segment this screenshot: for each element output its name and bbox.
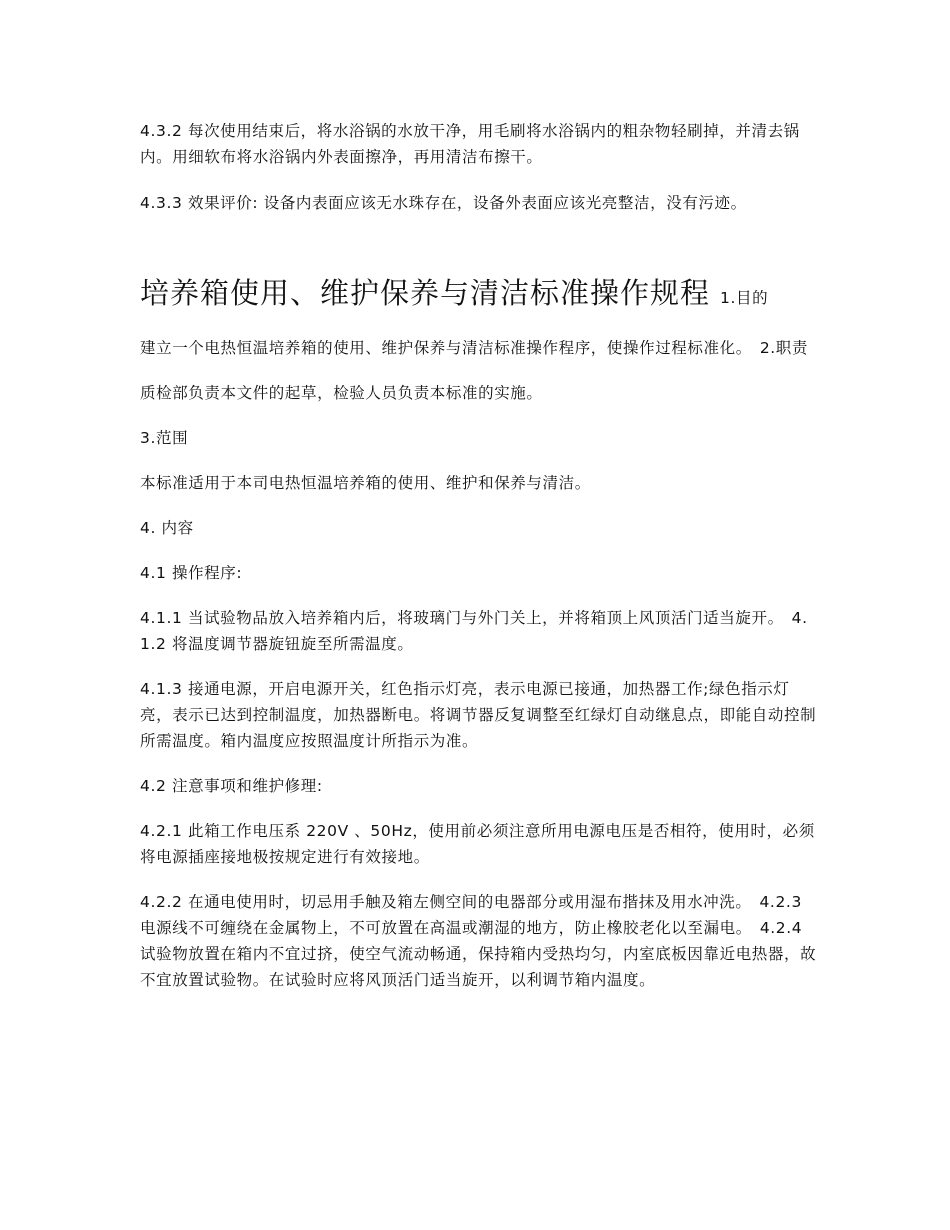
scope-text: 本标准适用于本司电热恒温培养箱的使用、维护和保养与清洁。 xyxy=(140,474,591,492)
content-title: 4. 内容 xyxy=(140,519,194,537)
purpose-paragraph xyxy=(140,335,820,361)
paragraph-4-2-2 xyxy=(140,889,820,993)
paragraph-4-1-1 xyxy=(140,605,820,657)
document-title: 培养箱使用、维护保养与清洁标准操作规程 xyxy=(140,276,711,310)
notes-title: 4.2 注意事项和维护修理: xyxy=(140,777,323,795)
note-4-2-2: 4.2.2 在通电使用时，切忌用手触及箱左侧空间的电器部分或用湿布揩抹及用水冲洗。 xyxy=(140,893,752,911)
purpose-title: 1.目的 xyxy=(720,289,769,307)
responsibility-title: 2.职责 xyxy=(759,339,809,357)
section-heading xyxy=(140,273,820,313)
purpose-text: 建立一个电热恒温培养箱的使用、维护保养与清洁标准操作程序，使操作过程标准化。 xyxy=(140,339,752,357)
note-4-2-4: 4.2.4 试验物放置在箱内不宜过挤，使空气流动畅通，保持箱内受热均匀，内室底板因靠近电热器，故不宜放置试验物。在试验时应将风顶活门适当旋开，以利调节箱内温度。 xyxy=(140,919,817,989)
step-4-1-2: 4.1.2 将温度调节器旋钮旋至所需温度。 xyxy=(140,609,808,653)
paragraph-4-1-3: 4.1.3 接通电源，开启电源开关，红色指示灯亮，表示电源已接通，加热器工作;绿色指示灯亮，表示已达到控制温度，加热器断电。将调节器反复调整至红绿灯自动继息点，即能自动控制所需温度。箱内温度应按照温度计所指示为准。 xyxy=(140,680,817,750)
responsibility-text: 质检部负责本文件的起草，检验人员负责本标准的实施。 xyxy=(140,384,543,402)
paragraph-4-3-2: 4.3.2 每次使用结束后，将水浴锅的水放干净，用毛刷将水浴锅内的粗杂物轻刷掉，并清去锅内。用细软布将水浴锅内外表面擦净，再用清洁布擦干。 xyxy=(140,122,800,166)
step-4-1-1: 4.1.1 当试验物品放入培养箱内后，将玻璃门与外门关上，并将箱顶上风顶活门适当旋开。 xyxy=(140,609,784,627)
paragraph-4-3-3: 4.3.3 效果评价: 设备内表面应该无水珠存在，设备外表面应该光亮整洁，没有污迹。 xyxy=(140,194,747,212)
document-page xyxy=(140,118,820,993)
scope-title: 3.范围 xyxy=(140,429,189,447)
paragraph-4-2-1: 4.2.1 此箱工作电压系 220V 、50Hz，使用前必须注意所用电源电压是否相符，使用时，必须将电源插座接地极按规定进行有效接地。 xyxy=(140,822,815,866)
operation-title: 4.1 操作程序: xyxy=(140,564,243,582)
note-4-2-3: 4.2.3 电源线不可缠绕在金属物上，不可放置在高温或潮湿的地方，防止橡胶老化以至漏电。 xyxy=(140,893,802,937)
